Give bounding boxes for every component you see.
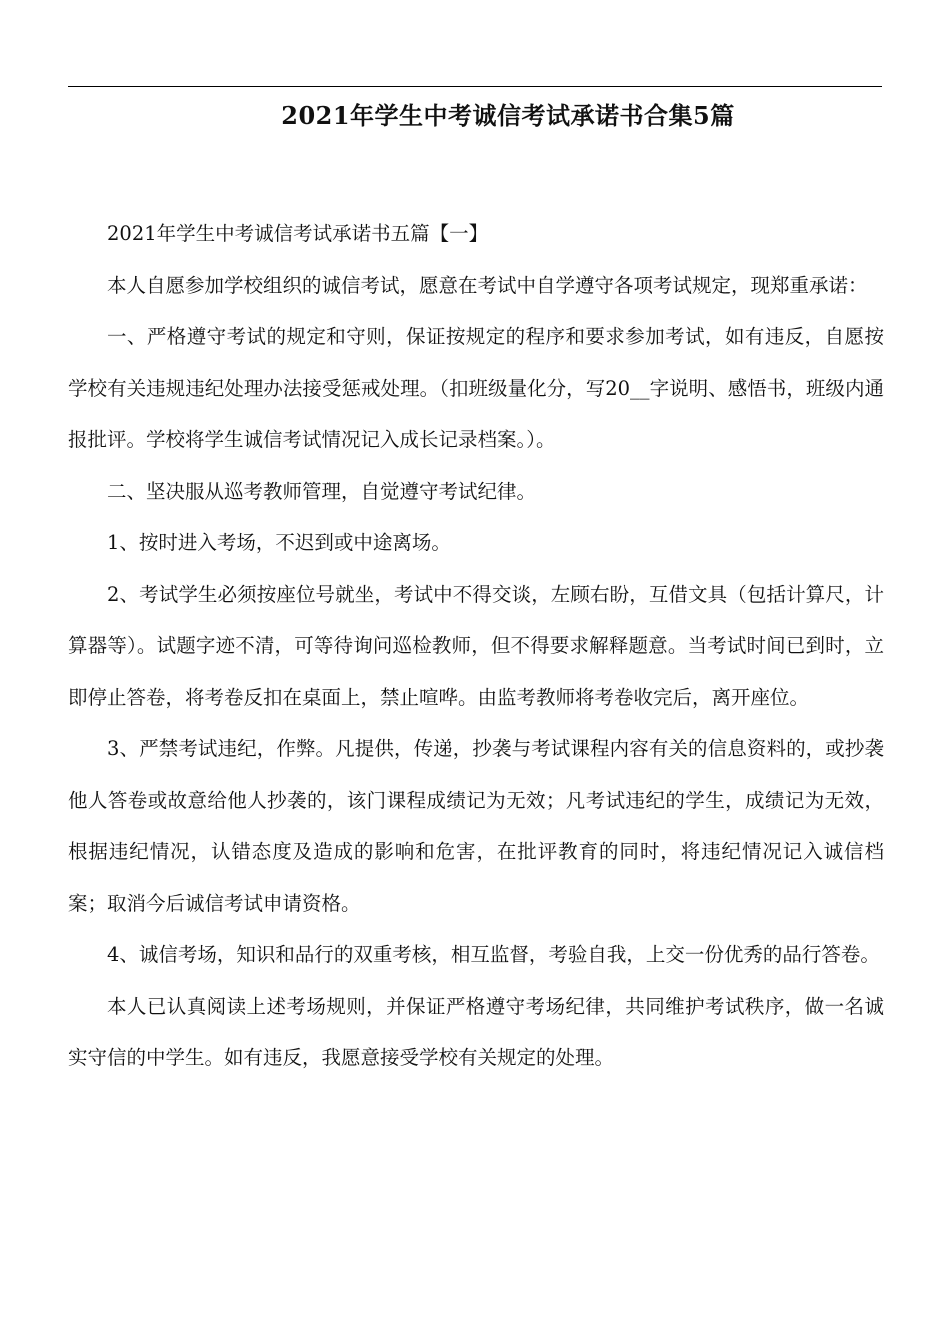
body-paragraph: 1、按时进入考场，不迟到或中途离场。 (107, 531, 451, 554)
document-title: 2021年学生中考诚信考试承诺书合集5篇 (281, 101, 735, 130)
header-rule (68, 86, 882, 87)
body-paragraph: 2、考试学生必须按座位号就坐，考试中不得交谈，左顾右盼，互借文具（包括计算尺，计算器等）。试题字迹不清，可等待询问巡检教师，但不得要求解释题意。当考试时间已到时，立即停止答卷，将考卷反扣在桌面上，禁止喧哗。由监考教师将考卷收完后，离开座位。 (68, 582, 884, 709)
body-paragraph: 本人自愿参加学校组织的诚信考试，愿意在考试中自学遵守各项考试规定，现郑重承诺： (107, 273, 868, 297)
body-paragraph: 本人已认真阅读上述考场规则，并保证严格遵守考场纪律，共同维护考试秩序，做一名诚实守信的中学生。如有违反，我愿意接受学校有关规定的处理。 (68, 994, 884, 1069)
body-paragraph: 一、严格遵守考试的规定和守则，保证按规定的程序和要求参加考试，如有违反，自愿按学校有关违规违纪处理办法接受惩戒处理。（扣班级量化分，写20__字说明、感悟书，班级内通报批评。学校将学生诚信考试情况记入成长记录档案。）。 (68, 325, 884, 451)
document-body (68, 208, 884, 1084)
section-heading: 2021年学生中考诚信考试承诺书五篇【一】 (107, 222, 489, 245)
body-paragraph: 4、诚信考场，知识和品行的双重考核，相互监督，考验自我，上交一份优秀的品行答卷。 (107, 943, 880, 966)
body-paragraph: 3、严禁考试违纪，作弊。凡提供，传递，抄袭与考试课程内容有关的信息资料的，或抄袭他人答卷或故意给他人抄袭的，该门课程成绩记为无效；凡考试违纪的学生，成绩记为无效，根据违纪情况，认错态度及造成的影响和危害，在批评教育的同时，将违纪情况记入诚信档案；取消今后诚信考试申请资格。 (68, 737, 884, 915)
body-paragraph: 二、坚决服从巡考教师管理，自觉遵守考试纪律。 (107, 479, 537, 503)
